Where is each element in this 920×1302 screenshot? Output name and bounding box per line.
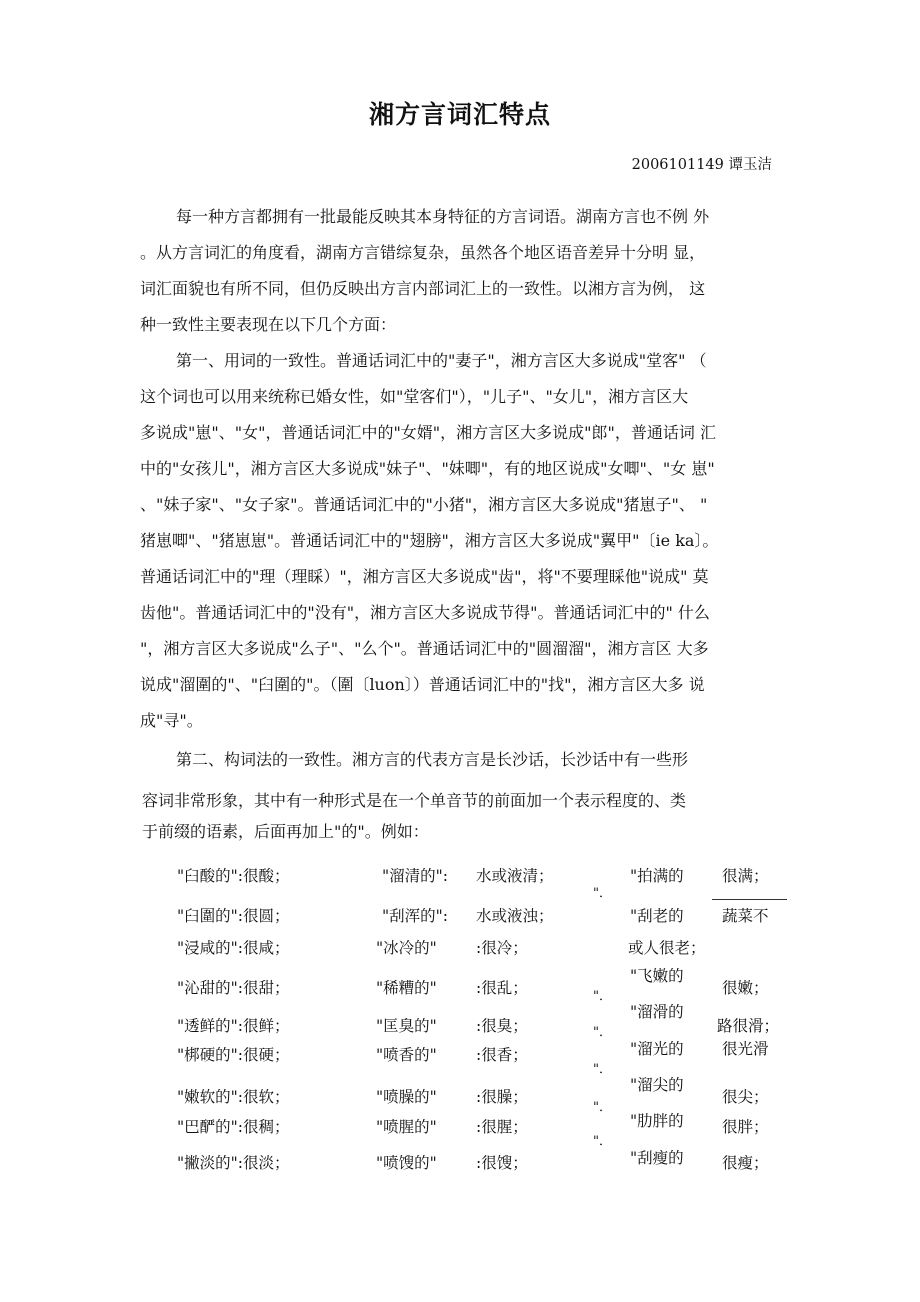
underline-rule [712,899,787,900]
example-word: "刮老的 [630,907,684,925]
example-word: "溜光的 [630,1040,684,1058]
text-line: 每一种方言都拥有一批最能反映其本身特征的方言词语。湖南方言也不例 外 [176,207,710,226]
example-item: "臼圍的":很圆； [177,907,290,925]
example-meaning: 很嫩； [722,979,769,997]
quote-mark: "． [593,886,612,901]
example-word: "溜清的": [382,867,448,885]
text-line: 容词非常形象，其中有一种形式是在一个单音节的前面加一个表示程度的、类 [142,791,687,810]
text-line: 、"妹子家"、"女子家"。普通话词汇中的"小猪"，湘方言区大多说成"猪崽子"、 " [140,495,708,514]
example-meaning: :很臭； [476,1017,528,1035]
text-line: 第一、用词的一致性。普通话词汇中的"妻子"，湘方言区大多说成"堂客" （ [176,351,707,370]
example-meaning: 很光滑 [722,1040,769,1058]
example-item: "梆硬的":很硬； [177,1046,290,1064]
example-word: "匡臭的" [376,1017,437,1035]
quote-mark: "． [593,1062,612,1077]
text-line: 齿他"。普通话词汇中的"没有"，湘方言区大多说成节得"。普通话词汇中的" 什么 [140,603,710,622]
example-word: "喷臊的" [376,1088,437,1106]
example-item: "撇淡的":很淡； [177,1154,290,1172]
example-meaning: 水或液浊； [476,907,554,925]
example-word: "溜滑的 [630,1003,684,1021]
text-line: 中的"女孩儿"，湘方言区大多说成"妹子"、"妹唧"，有的地区说成"女唧"、"女 崽" [140,459,715,478]
example-item: "浸咸的":很咸； [177,939,290,957]
example-word: "冰冷的" [376,939,437,957]
quote-mark: "． [593,1134,612,1149]
document-title: 湘方言词汇特点 [368,100,551,129]
example-meaning: :很香； [476,1046,528,1064]
example-item: "臼酸的":很酸； [177,867,290,885]
text-line: 种一致性主要表现在以下几个方面： [140,315,397,334]
text-line: 普通话词汇中的"理（理睬）"，湘方言区大多说成"齿"，将"不要理睬他"说成" 莫 [140,567,709,586]
example-meaning: :很馊； [476,1154,528,1172]
example-meaning: 很胖； [722,1118,769,1136]
example-meaning: :很腥； [476,1118,528,1136]
example-word: "喷香的" [376,1046,437,1064]
example-item: "巴酽的":很稠； [177,1118,290,1136]
example-meaning: :很乱； [476,979,528,997]
example-meaning: 很瘦； [722,1154,769,1172]
example-meaning: 很满； [722,867,769,885]
example-meaning: 水或液清； [476,867,554,885]
quote-mark: "． [593,1025,612,1040]
quote-mark: "． [593,989,612,1004]
example-word: "喷馊的" [376,1154,437,1172]
author-line: 2006101149 谭玉洁 [631,157,772,173]
example-item: "沁甜的":很甜； [177,979,290,997]
text-line: 词汇面貌也有所不同，但仍反映出方言内部词汇上的一致性。以湘方言为例， 这 [140,279,706,298]
text-line: 多说成"崽"、"女"，普通话词汇中的"女婿"，湘方言区大多说成"郎"，普通话词 汇 [140,423,716,442]
text-line: 成"寻"。 [140,711,203,730]
example-word: "拍满的 [630,867,684,885]
text-line: 这个词也可以用来统称已婚女性，如"堂客们"），"儿子"、"女儿"，湘方言区大 [140,387,689,406]
example-word: "刮瘦的 [630,1149,684,1167]
text-line: 第二、构词法的一致性。湘方言的代表方言是长沙话，长沙话中有一些形 [176,750,689,769]
quote-mark: "． [593,1100,612,1115]
example-word: "肋胖的 [630,1112,684,1130]
example-item: "透鲜的":很鲜； [177,1017,290,1035]
example-meaning: 路很滑； [717,1017,780,1035]
example-item: "嫩软的":很软； [177,1088,290,1106]
example-word: "飞嫩的 [630,967,684,985]
text-line: 。从方言词汇的角度看，湖南方言错综复杂，虽然各个地区语音差异十分明 显， [140,243,706,262]
text-line: 说成"溜圍的"、"臼圍的"。（圍〔luon〕）普通话词汇中的"找"，湘方言区大多 说 [140,675,705,694]
example-word: "稀糟的" [376,979,437,997]
text-line: 于前缀的语素，后面再加上"的"。例如： [142,822,429,841]
text-line: 猪崽唧"、"猪崽崽"。普通话词汇中的"翅膀"，湘方言区大多说成"翼甲"〔ie ka〕。 [140,531,719,550]
example-word: "溜尖的 [630,1076,684,1094]
example-meaning: 很尖； [722,1088,769,1106]
example-meaning: :很臊； [476,1088,528,1106]
example-word-wrap: 或人很老； [628,939,706,957]
example-meaning: 蔬菜不 [722,907,769,925]
text-line: "，湘方言区大多说成"么子"、"么个"。普通话词汇中的"圆溜溜"，湘方言区 大多 [140,639,709,658]
example-word: "喷腥的" [376,1118,437,1136]
example-meaning: :很冷； [476,939,528,957]
example-word: "刮浑的": [382,907,448,925]
